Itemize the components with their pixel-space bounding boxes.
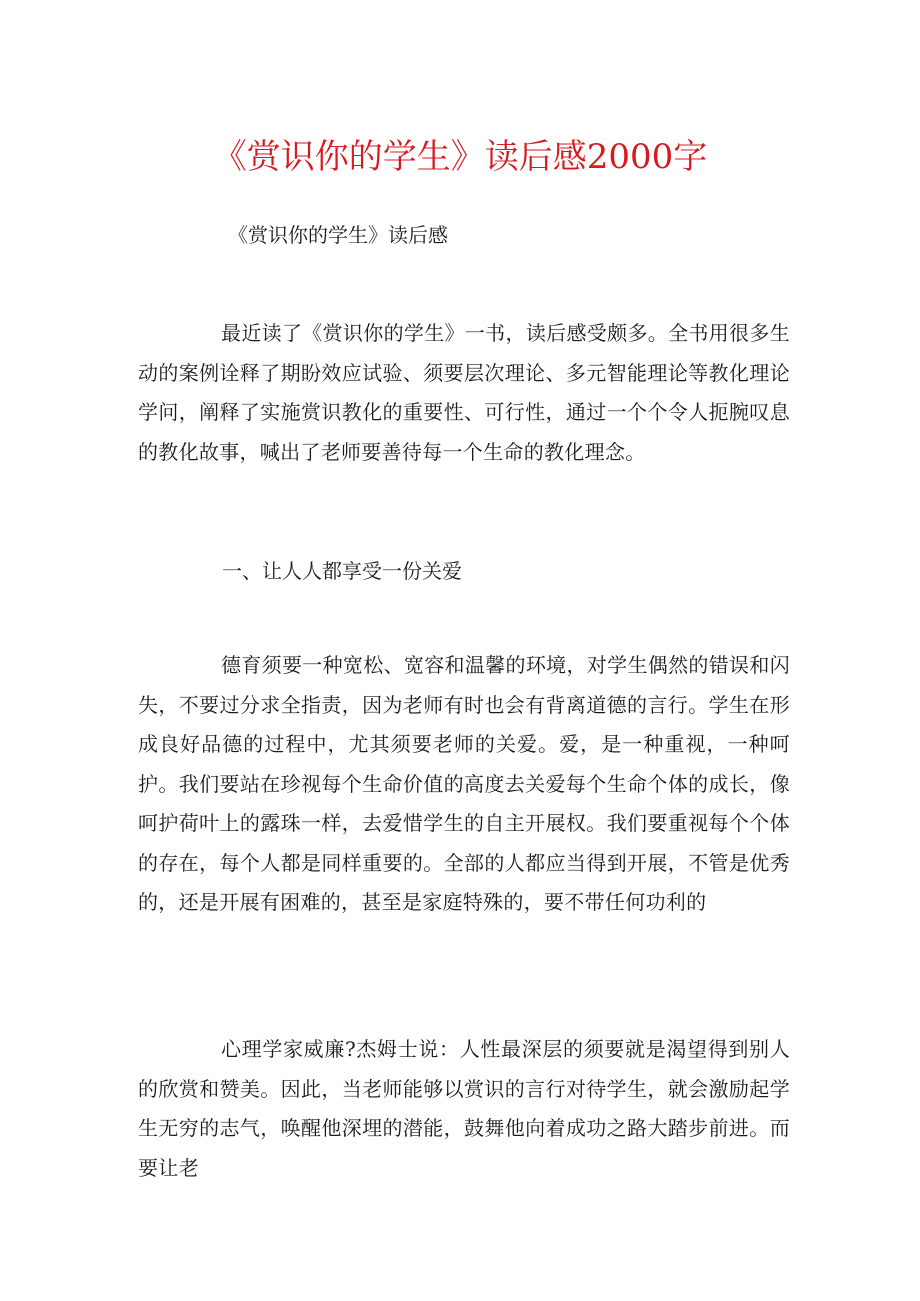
paragraph-psychology: 心理学家威廉?杰姆士说：人性最深层的须要就是渴望得到别人的欣赏和赞美。因此，当老师能够以赏识的言行对待学生，就会激励起学生无穷的志气，唤醒他深埋的潜能，鼓舞他向着成功之路大踏步前进。而要让老 bbox=[138, 1037, 790, 1180]
paragraph-intro: 最近读了《赏识你的学生》一书，读后感受颇多。全书用很多生动的案例诠释了期盼效应试验、须要层次理论、多元智能理论等教化理论学问，阐释了实施赏识教化的重要性、可行性，通过一个个令人扼腕叹息的教化故事，喊出了老师要善待每一个生命的教化理念。 bbox=[138, 321, 790, 464]
section-heading-1: 一、让人人都享受一份关爱 bbox=[222, 559, 462, 583]
document-subtitle: 《赏识你的学生》读后感 bbox=[228, 223, 448, 247]
paragraph-section-1: 德育须要一种宽松、宽容和温馨的环境，对学生偶然的错误和闪失，不要过分求全指责，因为老师有时也会有背离道德的言行。学生在形成良好品德的过程中，尤其须要老师的关爱。爱，是一种重视，一种呵护。我们要站在珍视每个生命价值的高度去关爱每个生命个体的成长，像呵护荷叶上的露珠一样，去爱惜学生的自主开展权。我们要重视每个个体的存在，每个人都是同样重要的。全部的人都应当得到开展，不管是优秀的，还是开展有困难的，甚至是家庭特殊的，要不带任何功利的 bbox=[138, 653, 790, 914]
document-title: 《赏识你的学生》读后感2000字 bbox=[212, 137, 708, 177]
